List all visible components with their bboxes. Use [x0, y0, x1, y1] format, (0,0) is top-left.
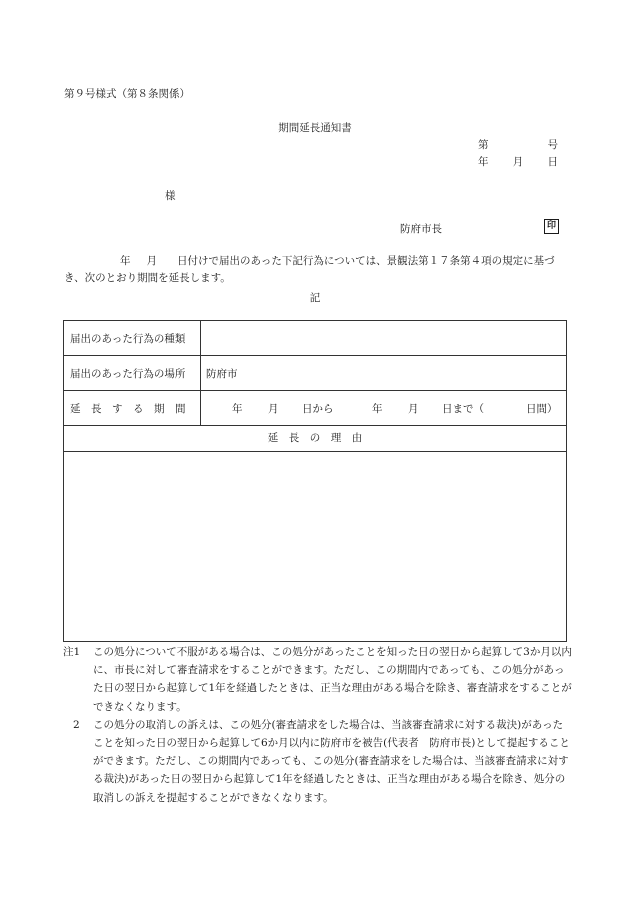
period-row [64, 391, 566, 426]
ki-marker: 記 [309, 292, 321, 304]
period-start-day: 日から [302, 402, 334, 415]
period-start-year: 年 [232, 402, 243, 415]
row-label: 届出のあった行為の場所 [70, 367, 186, 380]
details-table [63, 320, 567, 642]
body-year: 年 [120, 255, 131, 267]
body-month: 月 [146, 255, 157, 267]
date-day: 日 [547, 156, 558, 168]
period-end-day: 日まで（ [442, 402, 484, 415]
note-item [63, 643, 573, 716]
seal-mark: 印 [544, 219, 559, 234]
issuer-name: 防府市長 [400, 223, 442, 235]
number-prefix: 第 [478, 139, 489, 151]
document-title: 期間延長通知書 [278, 122, 352, 134]
document-number-line [478, 137, 558, 152]
date-year: 年 [478, 156, 489, 168]
row-label: 届出のあった行為の種類 [70, 332, 186, 345]
period-end-month: 月 [408, 402, 419, 415]
reason-header: 延 長 の 理 由 [64, 426, 566, 452]
addressee-honorific: 様 [165, 190, 176, 202]
note-marker: 注1 [63, 646, 81, 658]
number-suffix: 号 [547, 139, 558, 151]
body-paragraph [64, 253, 570, 287]
row-value: 防府市 [206, 367, 238, 380]
note-text: この処分について不服がある場合は、この処分があったことを知った日の翌日から起算して3か月以内に、市長に対して審査請求をすることができます。ただし、この期間内であっても、この処分があった日の翌日から起算して1年を経過したときは、正当な理由がある場合を除き、審査請求をすることができなくなります。 [93, 646, 572, 713]
table-row [64, 321, 566, 356]
note-marker: 2 [73, 718, 80, 731]
note-text: この処分の取消しの訴えは、この処分(審査請求をした場合は、当該審査請求に対する裁決)があったことを知った日の翌日から起算して6か月以内に防府市を被告(代表者 防府市長)として提起することができます。ただし、この期間内であっても、この処分(審査請求をした場合は、当該審査請求に対する裁決)があった日の翌日から起算して1年を経過したときは、正当な理由がある場合を除き、処分の取消しの訴えを提起することができなくなります。 [93, 718, 570, 804]
document-date-line [478, 154, 558, 169]
body-text: 日付けで届出のあった下記行為については、景観法第１７条第４項の規定に基づき、次のとおり期間を延長します。 [64, 255, 555, 284]
period-days: 日間） [526, 402, 558, 415]
period-value [200, 391, 566, 425]
note-item [63, 716, 573, 807]
period-label: 延 長 す る 期 間 [70, 402, 186, 415]
table-row [64, 356, 566, 391]
form-number-label: 第９号様式（第８条関係） [64, 88, 190, 100]
notes-section [63, 643, 573, 807]
period-start-month: 月 [268, 402, 279, 415]
period-end-year: 年 [372, 402, 383, 415]
date-month: 月 [512, 156, 524, 168]
